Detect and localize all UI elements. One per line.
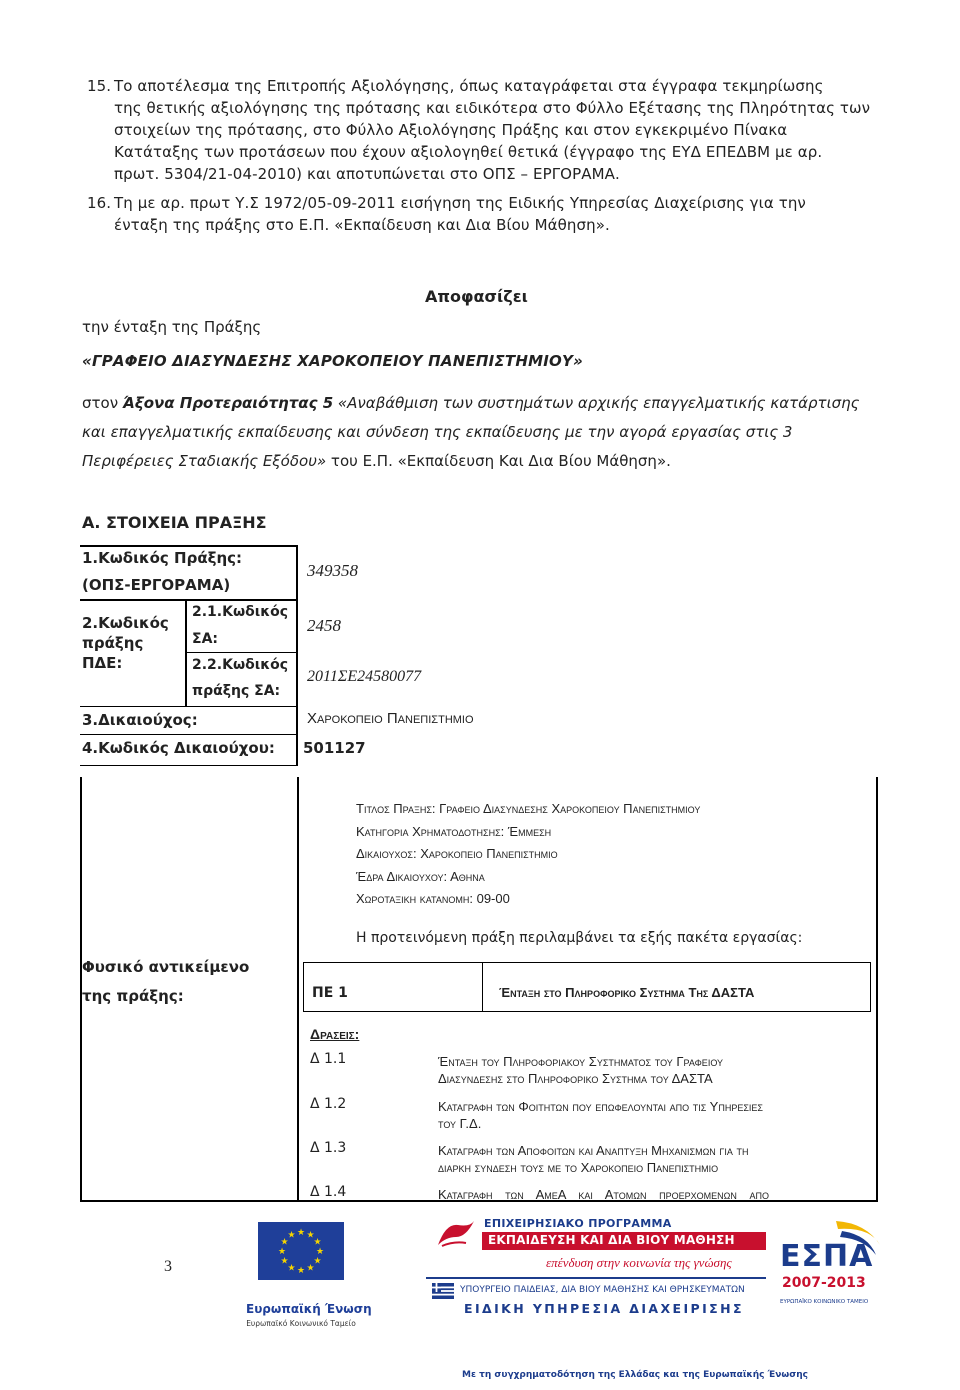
action-line: Ένταξη του Πληροφοριακου Συστηματος του Γραφειου — [438, 1054, 724, 1069]
item-16-line: ένταξη της πράξης στο Ε.Π. «Εκπαίδευση και Δια Βίου Μάθηση». — [114, 216, 610, 234]
table-line — [185, 600, 187, 706]
op-banner — [426, 1217, 926, 1387]
table-line — [482, 962, 483, 1012]
project-info-line: Έδρα Δικαιουχου: Αθηνα — [356, 868, 485, 884]
svg-text:★: ★ — [306, 1263, 315, 1274]
item-15-line: Το αποτέλεσμα της Επιτροπής Αξιολόγησης, όπως καταγράφεται στα έγγραφα τεκμηρίωσης — [114, 77, 824, 95]
item-16-number: 16. — [87, 194, 112, 212]
project-info-line: Δικαιουχος: Χαροκοπειο Πανεπιστημιο — [356, 846, 558, 861]
svg-text:★: ★ — [287, 1263, 296, 1274]
table-line — [870, 962, 871, 1012]
physical-object-label: Φυσικό αντικείμενο — [82, 958, 250, 976]
code-label-1b: (ΟΠΣ-ΕΡΓΟΡΑΜΑ) — [82, 576, 231, 594]
project-info-line: Τιτλος Πραξης: Γραφειο Διασυνδεσης Χαροκοπειου Πανεπιστημιου — [356, 801, 701, 816]
code-value-22: 2011ΣΕ24580077 — [307, 668, 422, 685]
item-15-number: 15. — [87, 77, 112, 95]
item-15 — [87, 75, 887, 185]
code-label-2c: ΠΔΕ: — [82, 654, 123, 672]
action-line: Καταγραφη των ΑμεΑ και Ατομων προερχομενων απο — [438, 1187, 769, 1202]
svg-text:★: ★ — [313, 1256, 322, 1267]
svg-text:★: ★ — [306, 1230, 315, 1241]
item-15-line: στοιχείων της πρότασης, στο Φύλλο Αξιολόγησης Πράξης και στον εγκεκριμένο Πίνακα — [114, 121, 788, 139]
op-logo-icon — [436, 1219, 476, 1249]
op-line-1: ΕΠΙΧΕΙΡΗΣΙΑΚΟ ΠΡΟΓΡΑΜΜΑ — [484, 1217, 672, 1230]
item-16-line: Τη με αρ. πρωτ Υ.Σ 1972/05-09-2011 εισήγηση της Ειδικής Υπηρεσίας Διαχείρισης για την — [114, 194, 806, 212]
svg-text:★: ★ — [315, 1247, 325, 1257]
beneficiary-label: 3.Δικαιούχος: — [82, 711, 198, 729]
eu-flag-icon — [258, 1222, 344, 1280]
item-15-line: πρωτ. 5304/21-04-2010) και αποτυπώνεται στο ΟΠΣ – ΕΡΓΟΡΑΜΑ. — [114, 165, 620, 183]
svg-text:★: ★ — [287, 1230, 296, 1241]
table-line — [80, 545, 298, 547]
action-text — [438, 1142, 749, 1176]
decision-intro: την ένταξη της Πράξης — [82, 318, 262, 336]
table-line — [80, 734, 298, 735]
axis-desc: και επαγγελματικής εκπαίδευσης και σύνδεση της εκπαίδευσης με την αγορά εργασίας στις 3 — [82, 423, 793, 441]
espa-years: 2007-2013 — [782, 1275, 866, 1291]
item-15-line: Κατάταξης των προτάσεων που έχουν αξιολογηθεί θετικά (έγγραφο της ΕΥΔ ΕΠΕΔΒΜ με αρ. — [114, 143, 823, 161]
table-line — [185, 652, 298, 653]
table-line — [80, 599, 298, 601]
action-code: Δ 1.2 — [310, 1096, 347, 1112]
actions-label: Δρασεις: — [310, 1026, 360, 1042]
svg-text:★: ★ — [280, 1237, 289, 1248]
eu-title: Ευρωπαϊκή Ένωση — [246, 1302, 372, 1316]
table-line — [80, 706, 298, 707]
table-line — [303, 962, 304, 1012]
project-info-line: Κατηγορια Χρηματοδοτησης: Έμμεση — [356, 823, 552, 839]
op-separator — [426, 1277, 766, 1279]
espa-title: ΕΣΠΑ — [780, 1239, 874, 1274]
axis-suffix: του Ε.Π. «Εκπαίδευση Και Δια Βίου Μάθηση». — [326, 452, 671, 470]
svg-text:★: ★ — [296, 1266, 306, 1276]
code-label-21b: ΣΑ: — [192, 631, 218, 647]
project-name: «ΓΡΑΦΕΙΟ ΔΙΑΣΥΝΔΕΣΗΣ ΧΑΡΟΚΟΠΕΙΟΥ ΠΑΝΕΠΙΣΤΗΜΙΟΥ» — [82, 352, 583, 370]
table-line — [303, 962, 871, 963]
code-value-1: 349358 — [307, 561, 358, 580]
code-value-21: 2458 — [307, 616, 341, 635]
op-slogan: επένδυση στην κοινωνία της γνώσης — [546, 1255, 732, 1270]
action-line: Καταγραφη των Φοιτητων που επωφελουνται απο τις Υπηρεσιες — [438, 1099, 763, 1114]
project-info-line: Χωροταξικη κατανομη: 09-00 — [356, 891, 510, 906]
page-number: 3 — [164, 1258, 172, 1275]
code-label-2a: 2.Κωδικός — [82, 614, 169, 632]
eu-logo — [246, 1222, 372, 1372]
op-line-2: ΕΚΠΑΙΔΕΥΣΗ ΚΑΙ ΔΙΑ ΒΙΟΥ ΜΑΘΗΣΗ — [488, 1233, 735, 1247]
beneficiary-code-value: 501127 — [303, 739, 366, 757]
svg-text:★: ★ — [277, 1247, 287, 1257]
action-code: Δ 1.4 — [310, 1184, 347, 1200]
action-text — [438, 1098, 763, 1132]
decision-title: Αποφασίζει — [425, 287, 528, 306]
action-line: διαρκη συνδεση τους με το Χαροκοπειο Πανεπιστημιο — [438, 1160, 719, 1175]
espa-logo — [776, 1217, 886, 1317]
service: ΕΙΔΙΚΗ ΥΠΗΡΕΣΙΑ ΔΙΑΧΕΙΡΙΣΗΣ — [464, 1301, 744, 1316]
svg-text:★: ★ — [280, 1256, 289, 1267]
item-15-line: της θετικής αξιολόγησης της πρότασης και ειδικότερα στο Φύλλο Εξέτασης της Πληρότητας των — [114, 99, 871, 117]
beneficiary-code-label: 4.Κωδικός Δικαιούχου: — [82, 739, 275, 757]
axis-name: Άξονα Προτεραιότητας 5 — [122, 394, 334, 412]
action-text — [438, 1186, 769, 1203]
eu-subtitle: Ευρωπαϊκό Κοινωνικό Ταμείο — [246, 1319, 356, 1328]
table-line — [80, 765, 298, 766]
code-label-22b: πράξης ΣΑ: — [192, 683, 281, 699]
ministry: ΥΠΟΥΡΓΕΙΟ ΠΑΙΔΕΙΑΣ, ΔΙΑ ΒΙΟΥ ΜΑΘΗΣΗΣ ΚΑΙ ΘΡΗΣΚΕΥΜΑΤΩΝ — [460, 1285, 745, 1295]
packages-intro: Η προτεινόμενη πράξη περιλαμβάνει τα εξής πακέτα εργασίας: — [356, 930, 803, 946]
action-line: Καταγραφη των Αποφοιτων και Αναπτυξη Μηχανισμων για τη — [438, 1143, 749, 1158]
package-title: Ένταξη στο Πληροφορικο Συστημα Της ΔΑΣΤΑ — [499, 985, 755, 1000]
action-line: Διασυνδεσης στο Πληροφορικο Συστημα του ΔΑΣΤΑ — [438, 1071, 713, 1086]
beneficiary-value: Χαροκοπειο Πανεπιστημιο — [307, 710, 474, 727]
greek-flag-icon — [432, 1283, 454, 1299]
axis-desc: Περιφέρειες Σταδιακής Εξόδου» — [82, 452, 327, 470]
action-code: Δ 1.3 — [310, 1140, 347, 1156]
svg-text:★: ★ — [313, 1237, 322, 1248]
axis-desc: «Αναβάθμιση των συστημάτων αρχικής επαγγελματικής κατάρτισης — [333, 394, 860, 412]
svg-text:★: ★ — [296, 1228, 306, 1238]
code-label-22a: 2.2.Κωδικός — [192, 657, 289, 673]
cofunding: Με τη συγχρηματοδότηση της Ελλάδας και της Ευρωπαϊκής Ένωσης — [462, 1370, 808, 1380]
item-16 — [87, 192, 887, 236]
axis-prefix: στον — [82, 394, 123, 412]
code-label-1: 1.Κωδικός Πράξης: — [82, 549, 243, 567]
project-info — [356, 798, 700, 911]
action-code: Δ 1.1 — [310, 1051, 347, 1067]
axis-paragraph — [82, 389, 882, 476]
action-text — [438, 1053, 723, 1087]
table-line — [297, 777, 299, 1202]
package-code: ΠΕ 1 — [312, 985, 348, 1001]
physical-object-label: της πράξης: — [82, 987, 184, 1005]
action-line: του Γ.Δ. — [438, 1116, 482, 1131]
section-a-heading: Α. ΣΤΟΙΧΕΙΑ ΠΡΑΞΗΣ — [82, 513, 267, 532]
code-label-2b: πράξης — [82, 634, 144, 652]
table-line — [303, 1011, 871, 1012]
table-line — [296, 545, 298, 766]
code-label-21a: 2.1.Κωδικός — [192, 604, 289, 620]
espa-fund: ΕΥΡΩΠΑΪΚΟ ΚΟΙΝΩΝΙΚΟ ΤΑΜΕΙΟ — [780, 1299, 869, 1305]
table-line — [876, 777, 878, 1202]
